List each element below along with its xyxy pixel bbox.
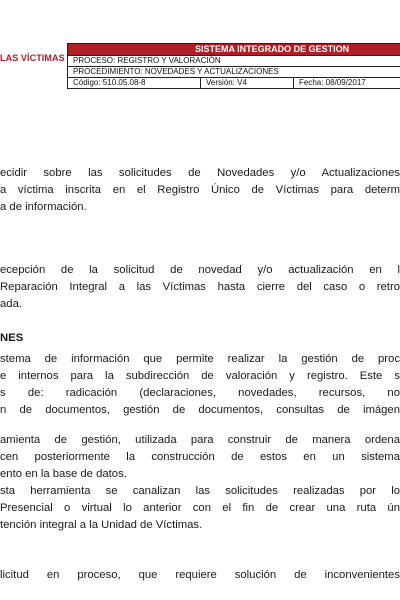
definition-line: licitud en proceso, que requiere solución de inconvenientes — [0, 569, 400, 581]
definition-line: e internos para la subdirección de valoración y registro. Este s — [0, 370, 400, 382]
objective-line: a víctima inscrita en el Registro Único de Víctimas para determ — [0, 184, 400, 196]
definition-line: ento en la base de datos. — [0, 468, 127, 480]
scope-line: ada. — [0, 298, 22, 310]
document-date: Fecha: 08/09/2017 — [299, 78, 366, 87]
definition-line: Presencial o virtual lo anterior con el fin de crear una ruta ún — [0, 502, 400, 514]
definition-line: tención integral a la Unidad de Víctimas. — [0, 519, 203, 531]
definition-line: cen posteriormente la construcción de estos en un sistema — [0, 451, 400, 463]
definition-line: s de: radicación (declaraciones, novedades, recursos, no — [0, 387, 400, 399]
document-header-table — [67, 43, 400, 89]
logo-text: LAS VÍCTIMAS — [0, 53, 65, 63]
definitions-heading: NES — [0, 332, 24, 344]
definition-line: amienta de gestión, utilizada para construir de manera ordena — [0, 434, 400, 446]
definition-line: sta herramienta se canalizan las solicitudes realizadas por lo — [0, 485, 400, 497]
scope-line: ecepción de la solicitud de novedad y/o actualización en l — [0, 264, 400, 276]
document-meta-row — [68, 78, 400, 89]
definition-line: n de documentos, gestión de documentos, consultas de imágen — [0, 404, 400, 416]
scope-line: Reparación Integral a las Víctimas hasta cierre del caso o retro — [0, 281, 400, 293]
process-label: PROCESO: REGISTRO Y VALORACIÓN — [68, 56, 400, 67]
document-code: Código: 510.05.08-8 — [68, 78, 201, 88]
objective-line: ecidir sobre las solicitudes de Novedades y/o Actualizaciones — [0, 167, 400, 179]
document-version: Versión: V4 — [201, 78, 294, 88]
definition-line: stema de información que permite realizar la gestión de proc — [0, 353, 400, 365]
objective-line: a de información. — [0, 201, 87, 213]
system-title: SISTEMA INTEGRADO DE GESTION — [68, 44, 400, 56]
procedure-label: PROCEDIMIENTO: NOVEDADES Y ACTUALIZACIONES — [68, 67, 400, 78]
